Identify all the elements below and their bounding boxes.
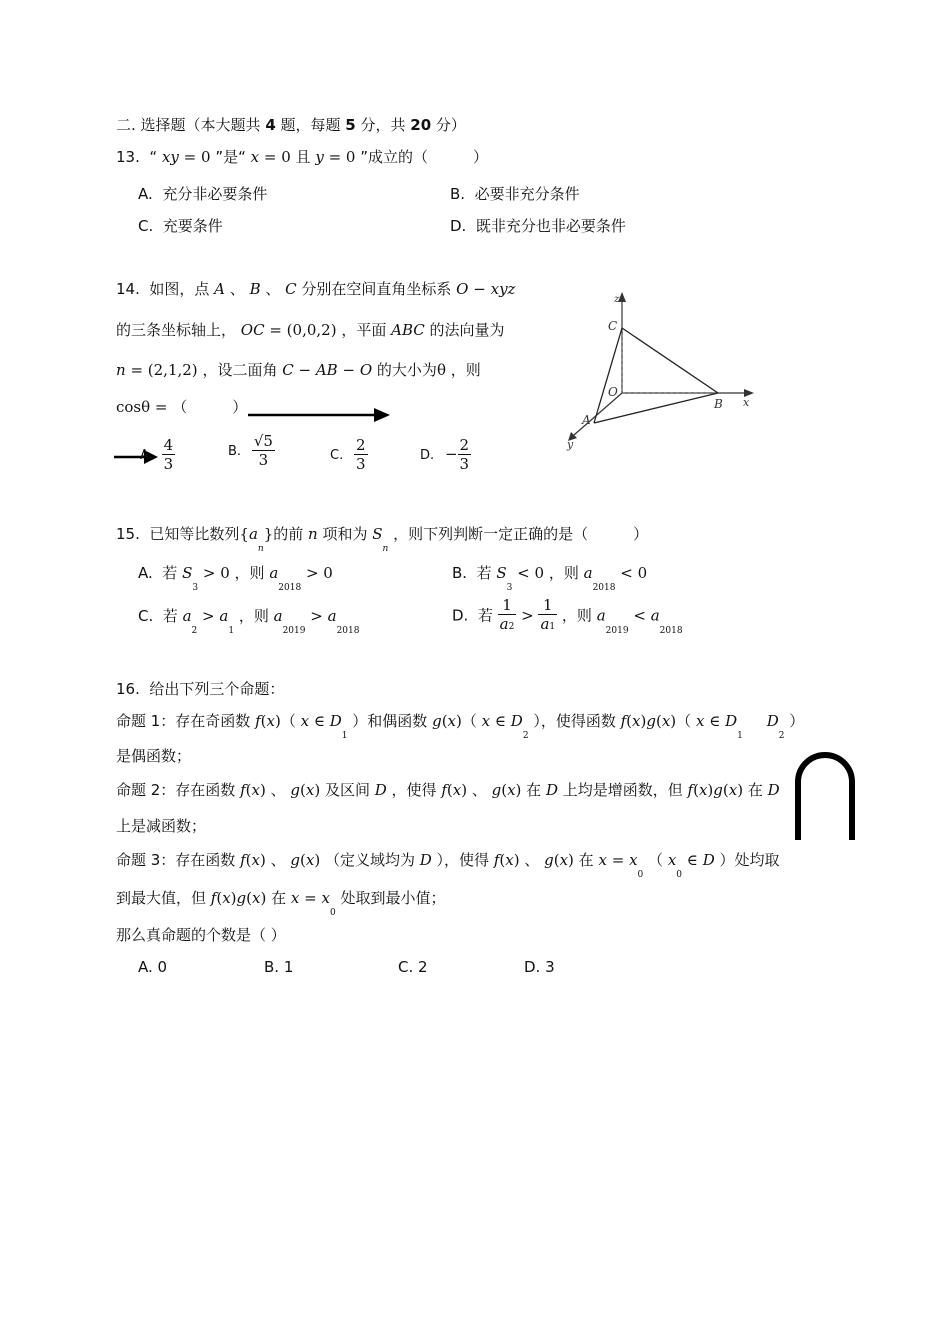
axis-label-z: z — [614, 294, 620, 305]
q16-option-c: C. 2 — [398, 958, 428, 976]
q14-option-a: A. $\frac{4}{3}$ — [140, 436, 174, 473]
edge-cb — [622, 328, 718, 393]
q16-stem: 16. 给出下列三个命题： — [116, 680, 285, 698]
q16-proposition-3-line-2: 到最大值，但 f(x)g(x) 在 $x = x_0$ 处取到最小值； — [116, 889, 446, 918]
q13-option-a: A. 充分非必要条件 — [138, 185, 268, 203]
q13-option-c: C. 充要条件 — [138, 217, 223, 235]
edge-ca — [594, 328, 622, 423]
q14-option-b: B. $\frac{√5}{3}$ — [228, 432, 273, 469]
axis-label-y: y — [567, 438, 574, 451]
q15-option-a: A. 若 $S_3 > 0$ ，则 $a_{2018} > 0$ — [138, 564, 333, 593]
q14-coordinate-figure — [560, 288, 760, 458]
q16-question: 那么真命题的个数是（ ） — [116, 926, 286, 944]
point-label-b: B — [714, 397, 723, 411]
q16-proposition-2-line-2: 上是减函数； — [116, 817, 207, 835]
q16-proposition-2-line-1: 命题 2：存在函数 f(x) 、 g(x) 及区间 D ，使得 f(x) 、 g(x) 在 D 上均是增函数，但 f(x)g(x) 在 D — [116, 781, 780, 799]
point-label-a: A — [582, 413, 591, 427]
overlay-arrow-icon — [248, 406, 393, 424]
q16-option-d: D. 3 — [524, 958, 555, 976]
q14-line-1: 14. 如图，点 A 、 B 、 C 分别在空间直角坐标系 O − xyz — [116, 280, 516, 298]
q14-line-2: 的三条坐标轴上， OC = (0,0,2) ，平面 ABC 的法向量为 — [116, 321, 505, 339]
q15-option-c: C. 若 $a_2 > a_1$ ，则 $a_{2019} > a_{2018}$ — [138, 607, 360, 636]
q16-proposition-1-line-2: 是偶函数； — [116, 747, 192, 765]
q13-stem: 13. “ xy = 0 ”是“ x = 0 且 y = 0 ”成立的（ ） — [116, 148, 489, 166]
q16-proposition-3-line-1: 命题 3：存在函数 f(x) 、 g(x) （定义域均为 D ），使得 f(x) 、 g(x) 在 $x = x_0$ （ $x_0$ ∈ D ）处均取 — [116, 851, 780, 880]
q16-option-a: A. 0 — [138, 958, 168, 976]
q13-option-b: B. 必要非充分条件 — [450, 185, 580, 203]
q15-option-d: D. 若 $\frac{1}{a2}$ > $\frac{1}{a1}$ ，则 $a_{2019} < a_{2018}$ — [452, 596, 683, 636]
intersection-symbol-icon — [790, 750, 860, 842]
axis-label-x: x — [743, 396, 750, 409]
q14-option-d: D. − $\frac{2}{3}$ — [420, 436, 470, 473]
point-label-o: O — [608, 385, 618, 399]
q14-option-c: C. $\frac{2}{3}$ — [330, 436, 366, 473]
q15-stem: 15. 已知等比数列$\{a_n\}$的前 n 项和为 $S_n$ ，则下列判断一定正确的是（ ） — [116, 525, 649, 554]
q15-option-b: B. 若 $S_3 < 0$ ，则 $a_{2018} < 0$ — [452, 564, 648, 593]
q14-line-3: n = (2,1,2) ，设二面角 C − AB − O 的大小为θ ，则 — [116, 361, 481, 379]
q14-line-4: cosθ = （ ） — [116, 398, 248, 416]
q16-option-b: B. 1 — [264, 958, 294, 976]
point-label-c: C — [608, 319, 618, 333]
q13-option-d: D. 既非充分也非必要条件 — [450, 217, 626, 235]
q16-proposition-1-line-1: 命题 1：存在奇函数 f(x)（ x ∈ $D_1$ ）和偶函数 g(x)（ x ∈ $D_2$ ），使得函数 f(x)g(x)（ x ∈ $D_1$ $D_2$ ） — [116, 712, 805, 741]
section-heading: 二. 选择题（本大题共 4 题，每题 5 分，共 20 分） — [116, 116, 466, 134]
